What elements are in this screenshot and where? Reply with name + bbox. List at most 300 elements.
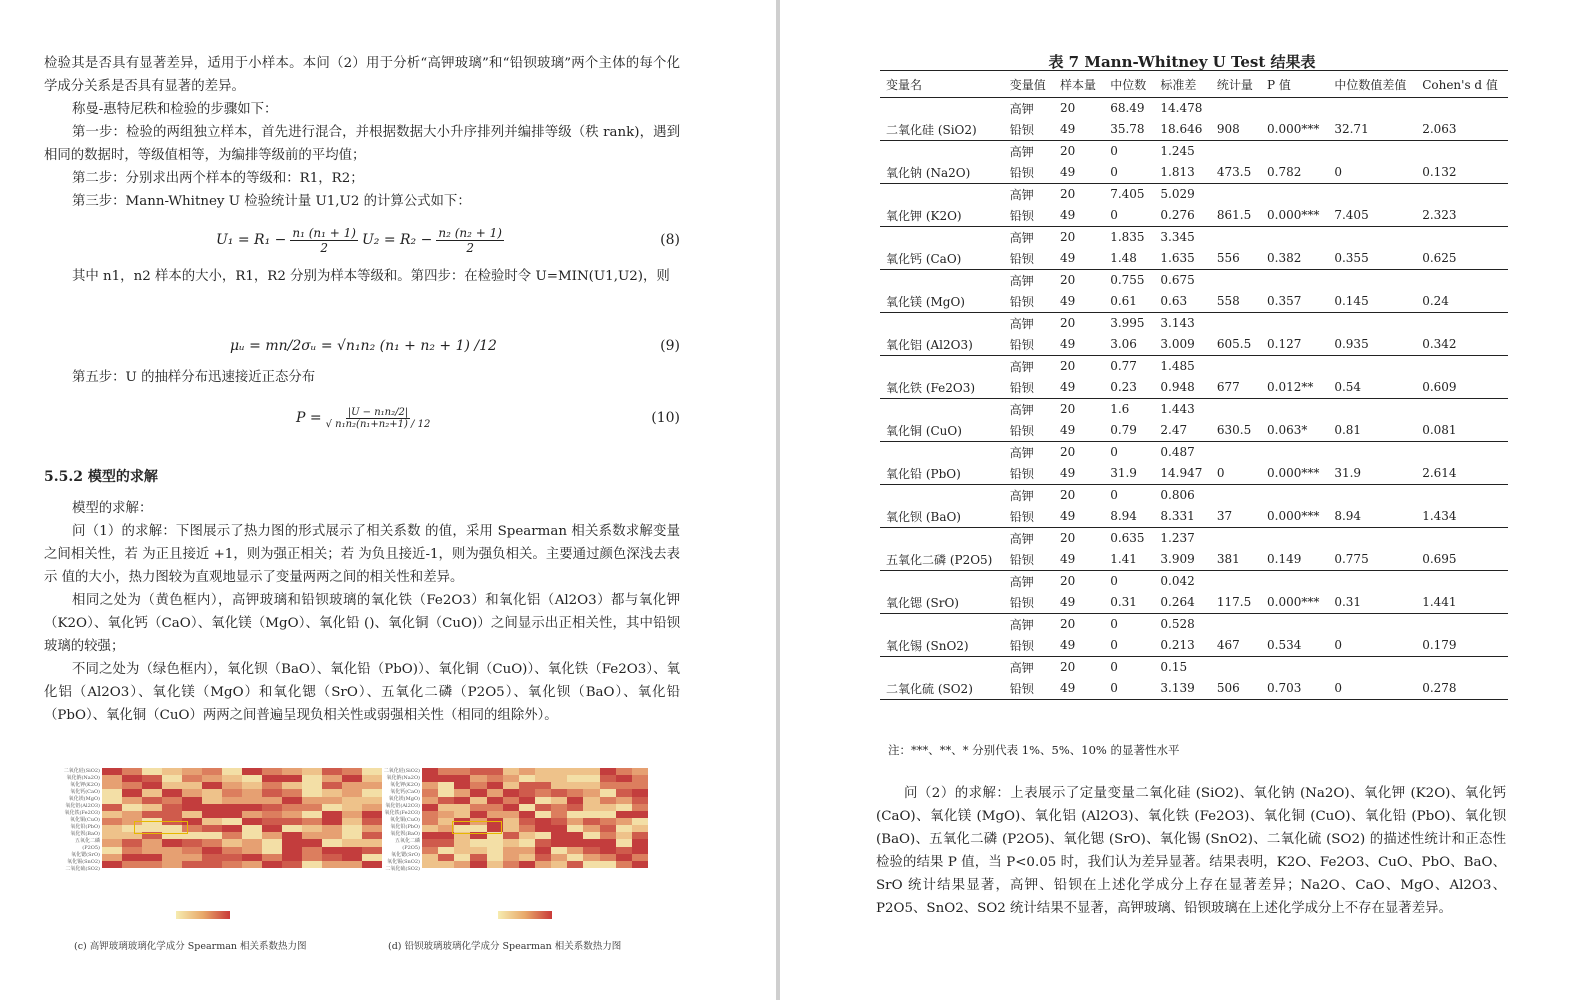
heatmap-cell (222, 832, 242, 839)
heatmap-cell (632, 861, 648, 868)
heatmap-cell (362, 832, 382, 839)
heatmap-row-label: 氧化铅(PbO) (70, 824, 100, 830)
table-cell: 49 (1054, 548, 1104, 571)
heatmap-cell (262, 861, 282, 868)
heatmap-cell (342, 797, 362, 804)
heatmap-cell (102, 825, 122, 832)
heatmap-cell (222, 847, 242, 854)
table-cell: 0.145 (1328, 290, 1416, 313)
heatmap-row-label: 氧化铜(CuO) (69, 817, 100, 823)
heatmap-cell (519, 854, 535, 861)
table-cell: 3.139 (1154, 677, 1210, 700)
heatmap-cell (600, 768, 616, 775)
heatmap-row-label: 氧化铅(PbO) (390, 824, 420, 830)
heatmap-cell (302, 797, 322, 804)
table-row-group-b (880, 204, 1508, 227)
heatmap-cell (262, 854, 282, 861)
table-cell-empty (880, 227, 1004, 248)
heatmap-cell (535, 861, 551, 868)
table-cell: 0 (1211, 462, 1261, 485)
heatmap-cell (438, 839, 454, 846)
heatmap-grid-c (102, 768, 382, 868)
heatmap-cell (632, 854, 648, 861)
heatmap-cell (422, 775, 438, 782)
heatmap-cell (202, 818, 222, 825)
heatmap-cell (302, 861, 322, 868)
heatmap-cell (202, 782, 222, 789)
heatmap-cell (342, 775, 362, 782)
heatmap-cell (222, 811, 242, 818)
table-row-group-a (880, 485, 1508, 506)
header-cell: 中位数 (1104, 71, 1154, 98)
heatmap-cell (600, 797, 616, 804)
table-cell-empty (880, 98, 1004, 119)
heatmap-cell (202, 854, 222, 861)
heatmap-cell (182, 847, 202, 854)
heatmap-cell (102, 861, 122, 868)
heatmap-cell (519, 832, 535, 839)
heatmap-row-label: 氧化钙(CaO) (390, 789, 420, 795)
heatmap-cell (202, 797, 222, 804)
heatmap-row-label: 五氧化二磷(P2O5) (74, 838, 100, 851)
heatmap-cell (262, 811, 282, 818)
table-cell-empty (1328, 184, 1416, 205)
table-cell: 0 (1328, 677, 1416, 700)
eq8-u2: U₂ = R₂ − (361, 232, 433, 248)
heatmap-cell (262, 839, 282, 846)
heatmap-cell (362, 782, 382, 789)
heatmap-cell (551, 861, 567, 868)
table-note: 注：***、**、* 分别代表 1%、5%、10% 的显著性水平 (888, 743, 1180, 757)
heatmap-cell (122, 789, 142, 796)
heatmap-cell (632, 847, 648, 854)
table-cell: 3.345 (1160, 230, 1195, 244)
heatmap-cell (302, 818, 322, 825)
table-cell: 高钾 (1009, 402, 1034, 417)
table-row-group-b (880, 419, 1508, 442)
heatmap-cell (616, 861, 632, 868)
table-cell: 高钾 (1009, 531, 1034, 546)
heatmap-cell (122, 854, 142, 861)
table-cell: 0 (1110, 488, 1118, 502)
heatmap-cell (583, 789, 599, 796)
heatmap-cell (222, 797, 242, 804)
heatmap-cell (600, 775, 616, 782)
heatmap-cell (142, 811, 162, 818)
table-cell: 3.995 (1110, 316, 1145, 330)
caption-c: (c) 高钾玻璃玻璃化学成分 Spearman 相关系数热力图 (74, 941, 307, 952)
heatmap-cell (438, 768, 454, 775)
heatmap-cell (262, 825, 282, 832)
heatmap-cell (422, 782, 438, 789)
heatmap-cell (551, 782, 567, 789)
table-row-group-b (880, 677, 1508, 700)
heatmap-cell (438, 775, 454, 782)
table-cell: 0.703 (1261, 677, 1328, 700)
equation-number: (8) (660, 232, 680, 248)
table-cell: 铅钡 (1004, 677, 1054, 700)
heatmap-cell (551, 775, 567, 782)
table-cell: 20 (1059, 230, 1076, 244)
heatmap-cell (519, 797, 535, 804)
heatmap-cell (362, 775, 382, 782)
table-cell: 49 (1054, 634, 1104, 657)
table-cell: 0.382 (1261, 247, 1328, 270)
table-cell: 8.94 (1104, 505, 1154, 528)
heatmap-cell (242, 768, 262, 775)
heatmap-row-label: 二氧化硫(SO2) (385, 866, 420, 872)
heatmap-cell (422, 847, 438, 854)
table-row-group-b (880, 548, 1508, 571)
table-cell: 1.813 (1154, 161, 1210, 184)
table-cell: 0 (1110, 660, 1118, 674)
heatmap-cell (487, 782, 503, 789)
heatmap-cell (567, 789, 583, 796)
heatmap-cell (362, 797, 382, 804)
heatmap-cell (616, 854, 632, 861)
table-cell: 467 (1211, 634, 1261, 657)
table-cell: 0.695 (1416, 548, 1508, 571)
table-cell-empty (1211, 399, 1261, 420)
table-cell: 35.78 (1104, 118, 1154, 141)
table-cell: 2.47 (1154, 419, 1210, 442)
heatmap-cell (262, 797, 282, 804)
heatmap-row-label: 氧化铁(Fe2O3) (384, 810, 420, 816)
caption-d: (d) 铅钡玻璃玻璃化学成分 Spearman 相关系数热力图 (388, 941, 622, 952)
heatmap-cell (551, 804, 567, 811)
heatmap-cell (583, 797, 599, 804)
heatmap-cell (222, 782, 242, 789)
heatmap-cell (632, 825, 648, 832)
table-cell: 氧化锡 (SnO2) (880, 634, 1004, 657)
heatmap-cell (470, 811, 486, 818)
heatmap-cell (487, 861, 503, 868)
heatmap-cell (122, 811, 142, 818)
table-cell: 5.029 (1160, 187, 1195, 201)
table-cell: 0.534 (1261, 634, 1328, 657)
table-cell: 20 (1059, 402, 1076, 416)
heatmap-cell (632, 797, 648, 804)
heatmap-cell (422, 797, 438, 804)
table-cell-empty (1261, 98, 1328, 119)
table-cell-empty (880, 270, 1004, 291)
header-cell: Cohen's d 值 (1416, 71, 1508, 98)
table-cell-empty (1211, 184, 1261, 205)
table-cell: 49 (1054, 505, 1104, 528)
heatmap-cell (322, 789, 342, 796)
table-cell: 20 (1059, 187, 1076, 201)
table-cell-empty (1416, 184, 1508, 205)
table-cell-empty (1328, 614, 1416, 635)
table-cell: 0.000*** (1261, 505, 1328, 528)
heatmap-cell (222, 768, 242, 775)
header-cell: 标准差 (1154, 71, 1210, 98)
heatmap-cell (242, 811, 262, 818)
table-cell-empty (1416, 614, 1508, 635)
table-cell-empty (1328, 313, 1416, 334)
table-title: 表 7 Mann-Whitney U Test 结果表 (1048, 53, 1316, 71)
heatmap-cell (535, 847, 551, 854)
heatmap-cell (282, 847, 302, 854)
heatmap-row-label: 氧化锶(SrO) (71, 852, 100, 858)
table-cell-empty (1328, 98, 1416, 119)
heatmap-cell (282, 839, 302, 846)
table-cell: 630.5 (1211, 419, 1261, 442)
table-cell-empty (1416, 313, 1508, 334)
heatmap-row-label: 氧化钡(BaO) (390, 831, 420, 837)
paragraph-step3: 第三步：Mann-Whitney U 检验统计量 U1,U2 的计算公式如下： (72, 194, 471, 209)
heatmap-cell (362, 839, 382, 846)
table-cell: 1.443 (1160, 402, 1195, 416)
mann-whitney-table (880, 70, 1508, 700)
table-cell: 49 (1054, 419, 1104, 442)
table-cell: 铅钡 (1004, 118, 1054, 141)
heatmap-row-label: 氧化铝(Al2O3) (65, 803, 100, 809)
heatmap-cell (202, 804, 222, 811)
heatmap-cell (503, 797, 519, 804)
highlight-box-yellow (134, 821, 188, 834)
heatmap-cell (583, 832, 599, 839)
heatmap-cell (282, 775, 302, 782)
heatmap-cell (342, 854, 362, 861)
table-cell: 0 (1110, 617, 1118, 631)
table-cell: 20 (1059, 574, 1076, 588)
colorbar (176, 911, 230, 919)
table-cell-empty (1416, 485, 1508, 506)
table-cell: 20 (1059, 488, 1076, 502)
table-cell: 2.323 (1416, 204, 1508, 227)
table-cell: 0.675 (1160, 273, 1195, 287)
heatmap-cell (438, 782, 454, 789)
heatmap-cell (242, 861, 262, 868)
heatmap-cell (567, 832, 583, 839)
eq8-num2: n₂ (n₂ + 1) (438, 225, 502, 240)
table-cell: 0.81 (1328, 419, 1416, 442)
table-cell: 49 (1054, 247, 1104, 270)
heatmap-cell (454, 847, 470, 854)
table-cell: 20 (1059, 144, 1076, 158)
table-row-group-a (880, 399, 1508, 420)
heatmap-cell (102, 847, 122, 854)
table-cell: 677 (1211, 376, 1261, 399)
heatmap-cell (616, 818, 632, 825)
heatmap-cell (262, 804, 282, 811)
table-cell: 0 (1104, 634, 1154, 657)
heatmap-cell (503, 782, 519, 789)
heatmap-cell (519, 825, 535, 832)
table-cell: 氧化钠 (Na2O) (880, 161, 1004, 184)
table-cell-empty (880, 485, 1004, 506)
heatmap-cell (519, 804, 535, 811)
table-cell: 0.77 (1110, 359, 1137, 373)
table-cell: 20 (1059, 660, 1076, 674)
equation-8 (44, 220, 680, 260)
heatmap-cell (535, 839, 551, 846)
heatmap-cell (182, 775, 202, 782)
eq10-den: √ n₁n₂(n₁+n₂+1) / 12 (325, 418, 431, 430)
table-cell-empty (1416, 528, 1508, 549)
heatmap-cell (616, 825, 632, 832)
table-row-group-a (880, 227, 1508, 248)
heatmap-cell (262, 775, 282, 782)
table-cell: 0.61 (1104, 290, 1154, 313)
table-cell: 117.5 (1211, 591, 1261, 614)
heatmap-row-label: 氧化钾(K2O) (390, 782, 420, 788)
heatmap-cell (438, 797, 454, 804)
heatmap-cell (535, 854, 551, 861)
table-cell: 3.909 (1154, 548, 1210, 571)
heatmap-cell (551, 847, 567, 854)
table-cell: 32.71 (1328, 118, 1416, 141)
heatmap-cell (282, 804, 302, 811)
heatmap-cell (342, 782, 362, 789)
table-cell: 氧化钡 (BaO) (880, 505, 1004, 528)
table-cell: 3.009 (1154, 333, 1210, 356)
heatmap-cell (422, 768, 438, 775)
heatmap-cell (454, 768, 470, 775)
paragraph-solve: 模型的求解： (72, 501, 153, 516)
heatmap-cell (142, 768, 162, 775)
heatmap-cell (322, 804, 342, 811)
heatmap-cell (567, 825, 583, 832)
heatmap-cell (422, 854, 438, 861)
table-cell-empty (1328, 227, 1416, 248)
heatmap-cell (322, 839, 342, 846)
heatmap-cell (454, 839, 470, 846)
table-cell-empty (1211, 227, 1261, 248)
heatmap-cell (122, 861, 142, 868)
heatmap-cell (600, 854, 616, 861)
heatmap-cell (222, 839, 242, 846)
table-cell-empty (1261, 184, 1328, 205)
heatmap-cell (503, 839, 519, 846)
table-cell: 49 (1054, 118, 1104, 141)
table-cell-empty (1416, 356, 1508, 377)
heatmap-cell (535, 825, 551, 832)
table-cell-empty (1261, 485, 1328, 506)
heatmap-row-labels (60, 768, 100, 873)
table-cell: 0.132 (1416, 161, 1508, 184)
table-cell: 高钾 (1009, 359, 1034, 374)
table-row-group-b (880, 634, 1508, 657)
heatmap-cell (551, 854, 567, 861)
heatmap-cell (282, 768, 302, 775)
table-row-group-a (880, 571, 1508, 592)
heatmap-row-labels (380, 768, 420, 873)
paragraph-diff: 不同之处为（绿色框内），氧化钡（BaO）、氧化铅（PbO)）、氧化铜（CuO)）、氧化铁（Fe2O3）、氧化铝（Al2O3）、氧化镁（MgO）和氧化锶（SrO）、五氧化二磷（P2O5）、氧化钡（BaO）、氧化铅（PbO）、氧化铜（CuO）两两之间普遍呈现负相关性或弱强相关性（相同的组除外）。 (44, 662, 680, 723)
heatmap-cell (302, 775, 322, 782)
table-cell-empty (1328, 399, 1416, 420)
table-cell: 20 (1059, 617, 1076, 631)
table-cell: 二氧化硫 (SO2) (880, 677, 1004, 700)
table-row-group-b (880, 505, 1508, 528)
heatmap-cell (202, 839, 222, 846)
table-cell-empty (1416, 270, 1508, 291)
paragraph-step2: 第二步：分别求出两个样本的等级和：R1，R2； (72, 171, 364, 186)
table-cell: 氧化铁 (Fe2O3) (880, 376, 1004, 399)
table-cell: 0.806 (1160, 488, 1195, 502)
heatmap-cell (162, 797, 182, 804)
table-cell: 0.127 (1261, 333, 1328, 356)
heatmap-cell (142, 782, 162, 789)
table-cell: 五氧化二磷 (P2O5) (880, 548, 1004, 571)
heatmap-cell (242, 789, 262, 796)
table-cell: 861.5 (1211, 204, 1261, 227)
table-cell: 氧化铜 (CuO) (880, 419, 1004, 442)
heatmap-row-label: 氧化钾(K2O) (70, 782, 100, 788)
heatmap-cell (616, 811, 632, 818)
table-cell-empty (880, 313, 1004, 334)
heatmap-cell (322, 811, 342, 818)
table-cell: 0.081 (1416, 419, 1508, 442)
heatmap-cell (282, 789, 302, 796)
table-cell: 0 (1110, 574, 1118, 588)
heatmap-cell (632, 804, 648, 811)
heatmap-cell (362, 789, 382, 796)
heatmap-cell (567, 818, 583, 825)
table-cell: 0.042 (1160, 574, 1195, 588)
heatmap-cell (551, 839, 567, 846)
heatmap-cell (142, 797, 162, 804)
heatmap-cell (242, 847, 262, 854)
heatmap-row-label: 氧化铁(Fe2O3) (64, 810, 100, 816)
table-cell: 49 (1054, 677, 1104, 700)
table-cell: 0.342 (1416, 333, 1508, 356)
heatmap-cell (202, 832, 222, 839)
heatmap-cell (302, 825, 322, 832)
heatmap-cell (519, 768, 535, 775)
heatmap-cell (567, 861, 583, 868)
heatmap-cell (202, 847, 222, 854)
table-cell: 1.245 (1160, 144, 1195, 158)
heatmap-cell (519, 861, 535, 868)
table-cell-empty (880, 657, 1004, 678)
heatmap-cell (600, 811, 616, 818)
heatmap-cell (242, 782, 262, 789)
table-cell-empty (880, 399, 1004, 420)
heatmap-cell (102, 782, 122, 789)
heatmap-cell (262, 847, 282, 854)
heatmap-cell (600, 832, 616, 839)
heatmap-cell (282, 782, 302, 789)
table-cell: 高钾 (1009, 230, 1034, 245)
table-cell: 高钾 (1009, 445, 1034, 460)
table-cell-empty (1416, 141, 1508, 162)
table-cell: 20 (1059, 531, 1076, 545)
heatmap-cell (422, 832, 438, 839)
heatmap-cell (470, 847, 486, 854)
table-cell: 7.405 (1328, 204, 1416, 227)
heatmap-cell (102, 804, 122, 811)
heatmap-cell (567, 839, 583, 846)
heatmap-row-label: 二氧化硅(SiO2) (383, 768, 420, 774)
table-cell: 高钾 (1009, 617, 1034, 632)
table-cell: 0.000*** (1261, 204, 1328, 227)
heatmap-cell (600, 782, 616, 789)
table-cell: 0.179 (1416, 634, 1508, 657)
heatmap-cell (519, 789, 535, 796)
heatmap-cell (222, 818, 242, 825)
paragraph-same: 相同之处为（黄色框内），高钾玻璃和铅钡玻璃的氧化铁（Fe2O3）和氧化铝（Al2O3）都与氧化钾（K2O）、氧化钙（CaO）、氧化镁（MgO）、氧化铅 ()、氧化铜（CuO)）之间显示出正相关性，其中铅钡玻璃的较强； (44, 593, 680, 654)
table-cell: 1.835 (1110, 230, 1145, 244)
table-cell-empty (1416, 227, 1508, 248)
heatmap-cell (322, 854, 342, 861)
table-cell-empty (1328, 141, 1416, 162)
table-cell-empty (1211, 141, 1261, 162)
table-cell: 31.9 (1328, 462, 1416, 485)
table-cell: 605.5 (1211, 333, 1261, 356)
eq9-text: μᵤ = mn/2σᵤ = √n₁n₂ (n₁ + n₂ + 1) /12 (230, 338, 497, 354)
